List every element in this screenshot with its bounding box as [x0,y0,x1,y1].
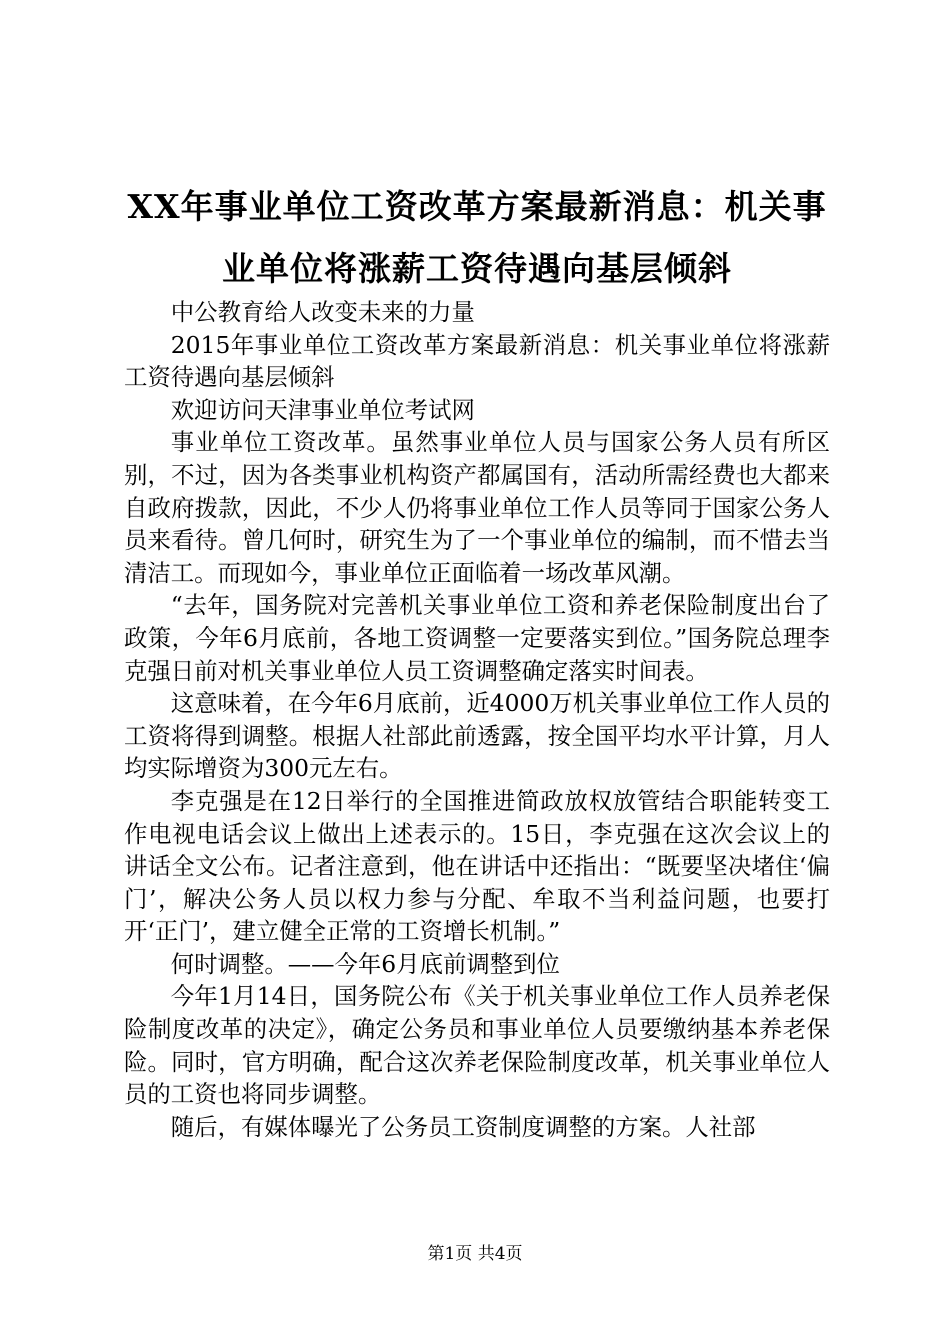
paragraph: 李克强是在12日举行的全国推进简政放权放管结合职能转变工作电视电话会议上做出上述表示的。15日，李克强在这次会议上的讲话全文公布。记者注意到，他在讲话中还指出：“既要坚决堵住‘偏门’，解决公务人员以权力参与分配、牟取不当利益问题，也要打开‘正门’，建立健全正常的工资增长机制。” [124,786,830,946]
paragraph: 中公教育给人改变未来的力量 [170,298,475,326]
paragraph: “去年，国务院对完善机关事业单位工资和养老保险制度出台了政策，今年6月底前，各地工资调整一定要落实到位。”国务院总理李克强日前对机关事业单位人员工资调整确定落实时间表。 [124,591,830,685]
document-title: XX年事业单位工资改革方案最新消息：机关事业单位将涨薪工资待遇向基层倾斜 [127,187,827,288]
paragraph: 何时调整。——今年6月底前调整到位 [170,949,560,978]
paragraph: 欢迎访问天津事业单位考试网 [170,395,475,424]
paragraph: 2015年事业单位工资改革方案最新消息：机关事业单位将涨薪工资待遇向基层倾斜 [124,330,830,392]
paragraph: 今年1月14日，国务院公布《关于机关事业单位工作人员养老保险制度改革的决定》，确定公务员和事业单位人员要缴纳基本养老保险。同时，官方明确，配合这次养老保险制度改革，机关事业单位人员的工资也将同步调整。 [124,982,830,1109]
document-body [124,296,830,1143]
page-number-footer: 第1页 共4页 [427,1244,523,1264]
paragraph: 这意味着，在今年6月底前，近4000万机关事业单位工作人员的工资将得到调整。根据人社部此前透露，按全国平均水平计算，月人均实际增资为300元左右。 [124,689,830,783]
paragraph: 事业单位工资改革。虽然事业单位人员与国家公务人员有所区别，不过，因为各类事业机构资产都属国有，活动所需经费也大都来自政府拨款，因此，不少人仍将事业单位工作人员等同于国家公务人员来看待。曾几何时，研究生为了一个事业单位的编制，而不惜去当清洁工。而现如今，事业单位正面临着一场改革风潮。 [124,428,830,587]
paragraph: 随后，有媒体曝光了公务员工资制度调整的方案。人社部 [170,1112,756,1141]
